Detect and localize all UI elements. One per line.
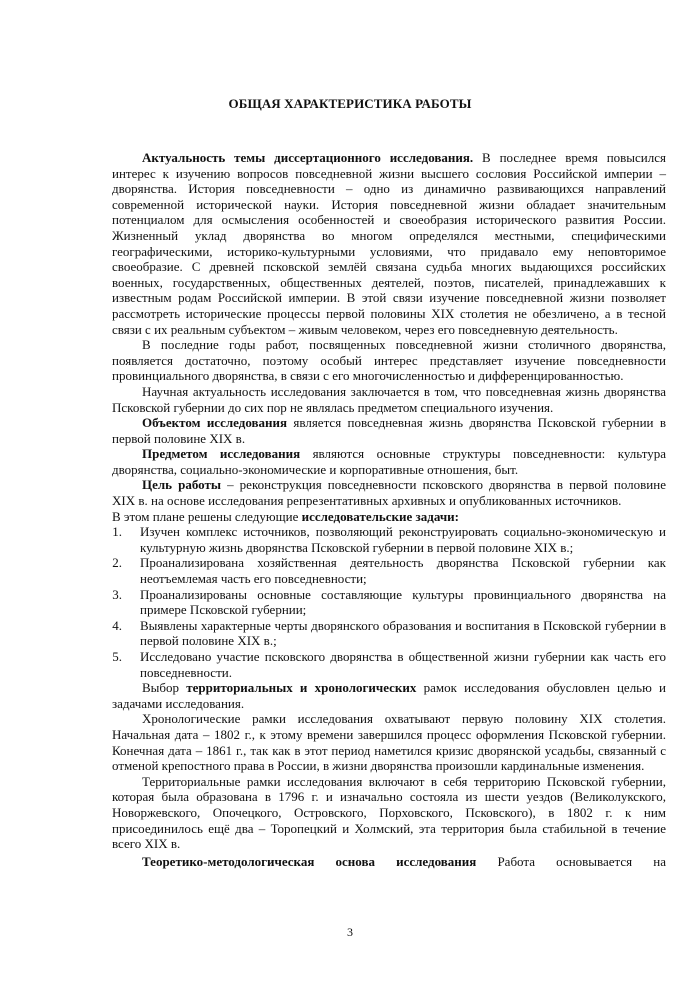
- tasks-heading: исследовательские задачи:: [301, 508, 459, 524]
- list-item: [112, 524, 666, 555]
- relevance-heading: Актуальность темы диссертационного исследования.: [142, 150, 474, 165]
- paragraph-goal: [112, 477, 666, 508]
- list-item-number: 1.: [112, 524, 122, 540]
- list-item-number: 5.: [112, 649, 122, 664]
- frames-choice-pre: Выбор: [142, 680, 187, 696]
- object-text: является повседневная жизнь дворянства Псковской губернии в первой половине XIX в.: [112, 415, 666, 446]
- list-item-number: 2.: [112, 555, 122, 571]
- paragraph-tasks-intro: [112, 509, 666, 525]
- list-item-number: 3.: [112, 586, 122, 602]
- frames-choice-heading: территориальных и хронологических: [186, 680, 417, 696]
- subject-heading: Предметом исследования: [142, 446, 301, 462]
- goal-heading: Цель работы: [142, 477, 222, 493]
- list-item: [112, 587, 666, 618]
- list-item-text: Проанализированы основные составляющие культуры провинциального дворянства на примере Псковской губернии;: [140, 586, 666, 618]
- paragraph-recent-works: В последние годы работ, посвященных повседневной жизни столичного дворянства, появляется достаточно, поэтому особый интерес представляет изучение повседневности провинциального дворянства, в связи с его многочисленностью и дифференцированностью.: [112, 337, 666, 384]
- list-item: [112, 618, 666, 649]
- paragraph-scientific-relevance: Научная актуальность исследования заключается в том, что повседневная жизнь дворянства Псковской губернии до сих пор не являлась предметом специального изучения.: [112, 383, 666, 415]
- paragraph-frames-choice: [112, 680, 666, 711]
- list-item: [112, 649, 666, 680]
- paragraph-chronological-frames: Хронологические рамки исследования охватывают первую половину XIX столетия. Начальная дата – 1802 г., к этому времени завершился процесс оформления Псковской губернии. Конечная дата – 1861 г., так как в этот период наметился кризис дворянской усадьбы, связанный с отменой крепостного права в России, в жизни дворянства произошли кардинальные изменения.: [112, 711, 666, 774]
- document-body: [112, 150, 666, 869]
- list-item: [112, 555, 666, 586]
- frames-choice-text: рамок исследования обусловлен целью и задачами исследования.: [112, 680, 666, 711]
- paragraph-relevance: [112, 150, 666, 337]
- list-item-text: Исследовано участие псковского дворянства в общественной жизни губернии как часть его повседневности.: [140, 649, 666, 680]
- paragraph-object: [112, 415, 666, 446]
- list-item-number: 4.: [112, 617, 122, 633]
- subject-text: являются основные структуры повседневности: культура дворянства, социально-экономические и корпоративные отношения, быт.: [112, 446, 666, 477]
- paragraph-methodology: [112, 854, 666, 870]
- goal-text: – реконструкция повседневности псковского дворянства в первой половине XIX в. на основе исследования репрезентативных архивных и опубликованных источников.: [112, 477, 666, 509]
- methodology-heading: Теоретико-методологическая основа исследования: [142, 853, 477, 869]
- tasks-intro-text: В этом плане решены следующие: [112, 508, 302, 524]
- paragraph-territorial-frames: Территориальные рамки исследования включают в себя территорию Псковской губернии, которая была образована в 1796 г. и изначально состояла из шести уездов (Великолукского, Новоржевского, Опочецкого, Островского, Порховского, Псковского), в 1802 г. к ним присоединилось ещё два – Торопецкий и Холмский, эта территория была стабильной в течение всего XIX в.: [112, 773, 666, 852]
- page-title: ОБЩАЯ ХАРАКТЕРИСТИКА РАБОТЫ: [228, 96, 472, 111]
- list-item-text: Выявлены характерные черты дворянского образования и воспитания в Псковской губернии в первой половине XIX в.;: [140, 617, 666, 649]
- page-number: 3: [347, 925, 353, 939]
- list-item-text: Изучен комплекс источников, позволяющий реконструировать социально-экономическую и культурную жизнь дворянства Псковской губернии в первой половине XIX в.;: [140, 524, 666, 555]
- tasks-list: [112, 524, 666, 680]
- object-heading: Объектом исследования: [142, 415, 288, 431]
- paragraph-subject: [112, 446, 666, 477]
- list-item-text: Проанализирована хозяйственная деятельность дворянства Псковской губернии как неотъемлемая часть его повседневности;: [140, 555, 666, 587]
- relevance-text: В последнее время повысился интерес к изучению вопросов повседневной жизни высшего сословия Российской империи – дворянства. История повседневности – одно из динамично развивающихся направлений современной исторической науки. История повседневной жизни обладает значительным потенциалом для осмысления особенностей и своеобразия исторического развития России. Жизненный уклад дворянства во многом определялся местными, специфическими географическими, историко-культурными условиями, что придавало ему неповторимое своеобразие. С древней псковской землёй связана судьба многих выдающихся российских военных, государственных, общественных деятелей, поэтов, писателей, принадлежавших к известным родам Российской империи. В этой связи изучение повседневной жизни позволяет рассмотреть исторические процессы первой половины XIX столетия не обезличено, а в тесной связи с их реальным субъектом – живым человеком, через его повседневную деятельность.: [112, 150, 666, 337]
- methodology-text: Работа основывается на: [476, 853, 666, 869]
